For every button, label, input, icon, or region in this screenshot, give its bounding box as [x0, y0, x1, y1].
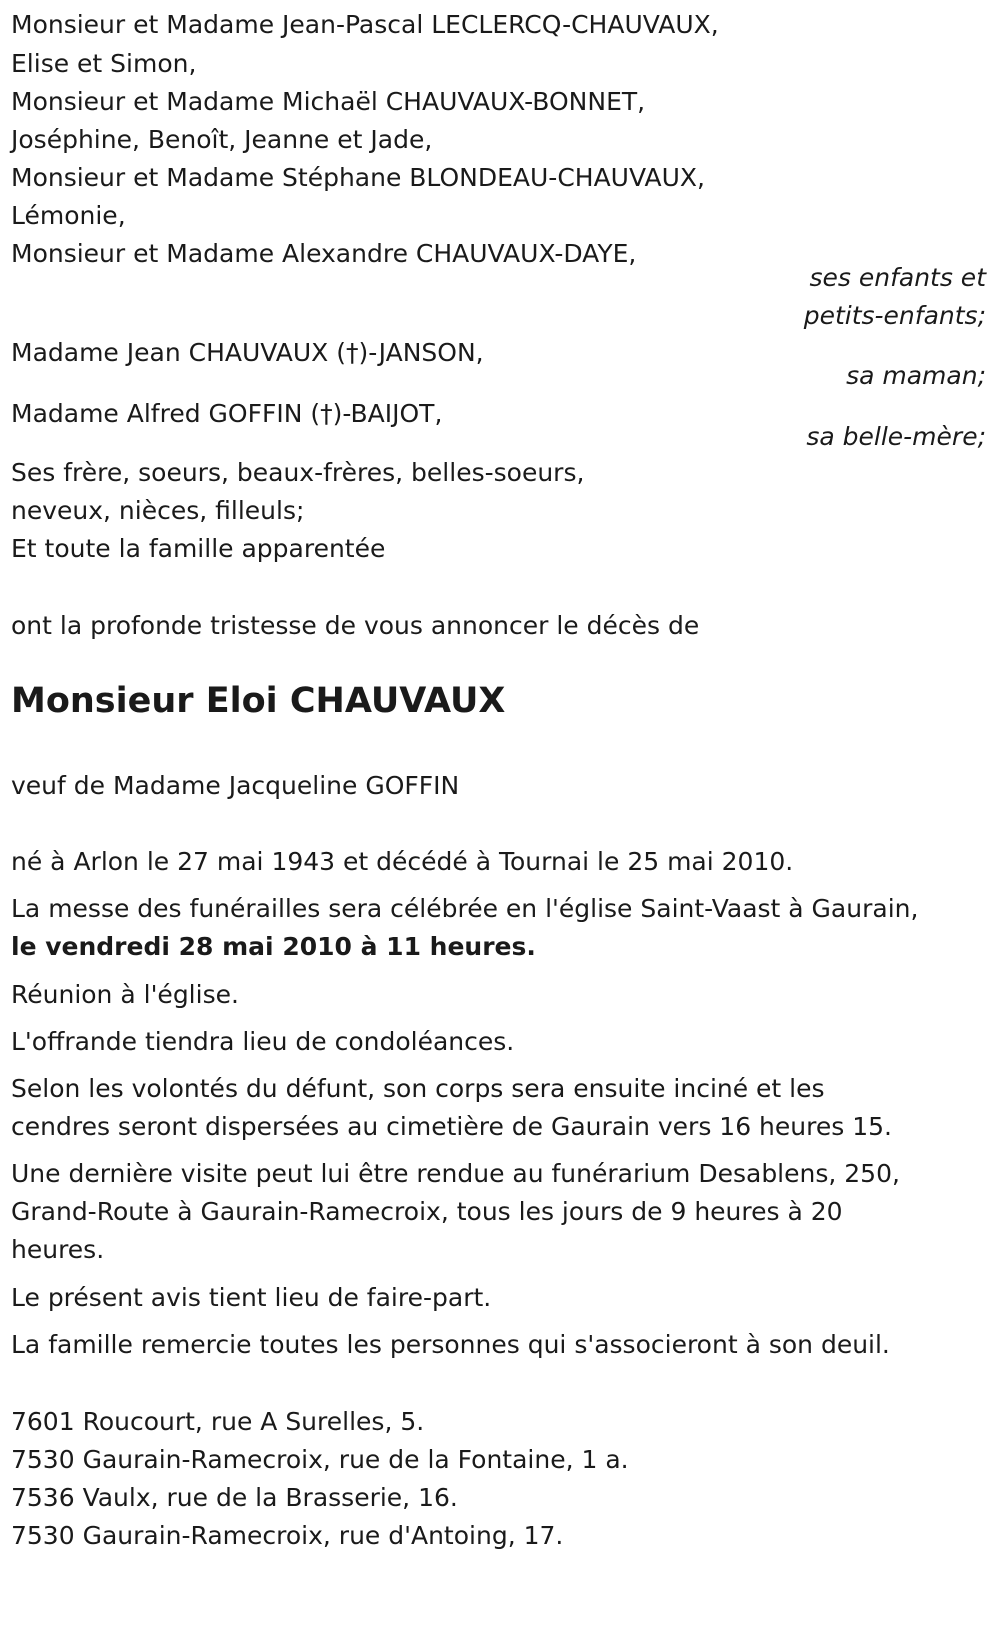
family-line: Lémonie, [11, 201, 126, 230]
deceased-name: Monsieur Eloi CHAUVAUX [11, 681, 506, 721]
family-line: Joséphine, Benoît, Jeanne et Jade, [11, 125, 433, 154]
mother-label: sa maman; [846, 361, 986, 390]
children-label: petits-enfants; [803, 301, 986, 330]
family-line: Monsieur et Madame Jean-Pascal LECLERCQ-CHAUVAUX, [11, 10, 719, 39]
address-line: 7530 Gaurain-Ramecroix, rue de la Fontaine, 1 a. [11, 1445, 629, 1474]
offering-text: L'offrande tiendra lieu de condoléances. [11, 1027, 515, 1056]
address-line: 7601 Roucourt, rue A Surelles, 5. [11, 1407, 425, 1436]
announcement-text: ont la profonde tristesse de vous annoncer le décès de [11, 611, 700, 640]
visit-text: Une dernière visite peut lui être rendue au funérarium Desablens, 250, [11, 1159, 900, 1188]
address-line: 7536 Vaulx, rue de la Brasserie, 16. [11, 1483, 458, 1512]
mass-text: La messe des funérailles sera célébrée en l'église Saint-Vaast à Gaurain, [11, 894, 919, 923]
family-line: Elise et Simon, [11, 49, 197, 78]
mother-in-law-line: Madame Alfred GOFFIN (†)-BAIJOT, [11, 399, 443, 428]
address-line: 7530 Gaurain-Ramecroix, rue d'Antoing, 17. [11, 1521, 564, 1550]
siblings-line: Ses frère, soeurs, beaux-frères, belles-soeurs, [11, 458, 585, 487]
family-line: Monsieur et Madame Stéphane BLONDEAU-CHAUVAUX, [11, 163, 705, 192]
visit-text: heures. [11, 1235, 105, 1264]
family-line: Monsieur et Madame Alexandre CHAUVAUX-DAYE, [11, 239, 637, 268]
visit-text: Grand-Route à Gaurain-Ramecroix, tous les jours de 9 heures à 20 [11, 1197, 843, 1226]
siblings-line: neveux, nièces, filleuls; [11, 496, 305, 525]
mother-in-law-label: sa belle-mère; [806, 422, 986, 451]
mother-line: Madame Jean CHAUVAUX (†)-JANSON, [11, 338, 484, 367]
widower-text: veuf de Madame Jacqueline GOFFIN [11, 771, 460, 800]
birth-death-text: né à Arlon le 27 mai 1943 et décédé à Tournai le 25 mai 2010. [11, 847, 794, 876]
family-line: Monsieur et Madame Michaël CHAUVAUX-BONNET, [11, 87, 646, 116]
thanks-text: La famille remercie toutes les personnes qui s'associeront à son deuil. [11, 1330, 890, 1359]
mass-date: le vendredi 28 mai 2010 à 11 heures. [11, 932, 536, 961]
children-label: ses enfants et [809, 263, 986, 292]
notice-text: Le présent avis tient lieu de faire-part. [11, 1283, 492, 1312]
extended-family-line: Et toute la famille apparentée [11, 534, 386, 563]
cremation-text: Selon les volontés du défunt, son corps sera ensuite inciné et les [11, 1074, 825, 1103]
meeting-text: Réunion à l'église. [11, 980, 239, 1009]
cremation-text: cendres seront dispersées au cimetière de Gaurain vers 16 heures 15. [11, 1112, 892, 1141]
